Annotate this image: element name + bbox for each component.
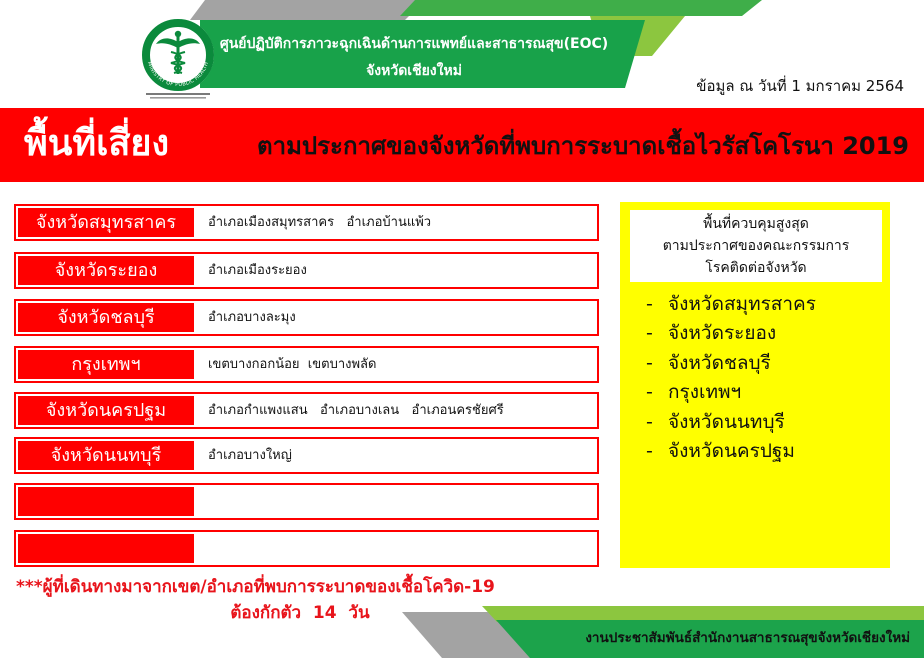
eoc-title: ศูนย์ปฏิบัติการภาวะฉุกเฉินด้านการแพทย์และสาธารณสุข(EOC) xyxy=(219,36,609,52)
control-zone-heading-line: โรคติดต่อจังหวัด xyxy=(705,260,807,276)
province-label: จังหวัดนนทบุรี xyxy=(18,441,194,470)
province-label: จังหวัดสมุทรสาคร xyxy=(18,208,194,237)
max-control-zone-panel xyxy=(620,202,890,568)
list-item xyxy=(646,408,886,437)
province-label: จังหวัดระยอง xyxy=(18,256,194,285)
top-grey-stripe xyxy=(190,0,425,20)
logo-caption-line xyxy=(146,93,210,95)
list-item xyxy=(646,319,886,348)
risk-area-row xyxy=(14,437,599,474)
empty-province-label xyxy=(18,487,194,516)
district-list: อำเภอกำแพงแสน อำเภอบางเลน อำเภอนครชัยศรี xyxy=(208,403,504,418)
province-label: จังหวัดชลบุรี xyxy=(18,303,194,332)
bullet-dash: - xyxy=(646,322,653,345)
district-list: อำเภอเมืองสมุทรสาคร อำเภอบ้านแพ้ว xyxy=(208,215,432,230)
quarantine-note: ***ผู้ที่เดินทางมาจากเขต/อำเภอที่พบการระบาดของเชื้อโควิด-19 xyxy=(16,577,495,597)
empty-risk-area-row xyxy=(14,530,599,567)
risk-area-row xyxy=(14,346,599,383)
risk-area-row xyxy=(14,204,599,241)
control-zone-province: จังหวัดชลบุรี xyxy=(668,351,771,374)
empty-province-label xyxy=(18,534,194,563)
control-zone-heading-line: พื้นที่ควบคุมสูงสุด xyxy=(703,216,809,232)
list-item xyxy=(646,437,886,466)
top-green-stripe xyxy=(400,0,762,16)
control-zone-province: จังหวัดระยอง xyxy=(668,322,777,345)
risk-area-row xyxy=(14,392,599,429)
list-item xyxy=(646,349,886,378)
quarantine-duration: ต้องกักตัว 14 วัน xyxy=(230,603,370,623)
district-list: เขตบางกอกน้อย เขตบางพลัด xyxy=(208,357,377,372)
control-zone-province: จังหวัดสมุทรสาคร xyxy=(668,293,816,315)
province-label: จังหวัดนครปฐม xyxy=(18,396,194,425)
footer-credit: งานประชาสัมพันธ์สำนักงานสาธารณสุขจังหวัดเชียงใหม่ xyxy=(585,630,910,646)
bullet-dash: - xyxy=(646,410,653,433)
control-zone-province: กรุงเทพฯ xyxy=(668,381,742,404)
control-zone-province: จังหวัดนครปฐม xyxy=(668,439,795,462)
logo-caption-line xyxy=(150,97,206,99)
bullet-dash: - xyxy=(646,439,653,462)
control-zone-heading-line: ตามประกาศของคณะกรรมการ xyxy=(662,238,850,254)
bullet-dash: - xyxy=(646,381,653,404)
bullet-dash: - xyxy=(646,351,653,374)
district-list: อำเภอบางใหญ่ xyxy=(208,448,292,463)
bottom-light-green-stripe xyxy=(482,606,924,622)
district-list: อำเภอบางละมุง xyxy=(208,310,296,325)
risk-area-row xyxy=(14,299,599,336)
moph-logo xyxy=(140,16,216,100)
risk-area-banner xyxy=(0,108,924,182)
control-zone-province: จังหวัดนนทบุรี xyxy=(668,410,785,433)
control-zone-list xyxy=(646,290,886,466)
control-zone-heading xyxy=(630,210,882,282)
data-date: ข้อมูล ณ วันที่ 1 มกราคม 2564 xyxy=(696,77,904,95)
eoc-province: จังหวัดเชียงใหม่ xyxy=(366,63,462,79)
district-list: อำเภอเมืองระยอง xyxy=(208,263,307,278)
logo-ring-text: MINISTRY OF PUBLIC HEALTH xyxy=(145,61,211,89)
risk-area-row xyxy=(14,252,599,289)
empty-risk-area-row xyxy=(14,483,599,520)
list-item xyxy=(646,378,886,407)
banner-title: พื้นที่เสี่ยง xyxy=(24,123,170,164)
banner-subtitle: ตามประกาศของจังหวัดที่พบการระบาดเชื้อไวรัสโคโรนา 2019 xyxy=(257,132,909,160)
list-item xyxy=(646,290,886,319)
province-label: กรุงเทพฯ xyxy=(18,350,194,379)
bullet-dash: - xyxy=(646,293,653,315)
